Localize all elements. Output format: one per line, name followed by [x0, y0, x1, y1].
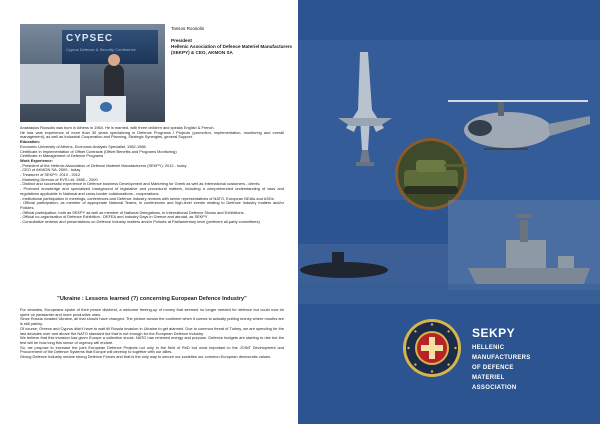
biography — [20, 126, 284, 225]
work-item: - Institutional participation in meetings, conferences and Defence Industry reviews with senior representatives of NATO, European NDIAs and ASDs. — [20, 195, 275, 201]
education-item: Certificate in Implementation of Offset Contracts (Offset Benefits and Programs Monitoring) — [20, 148, 177, 154]
bio-paragraph: Anastasios Roosolis was born in Athens in 1964. He is married, with three children and speaks English & French. — [20, 125, 215, 130]
work-item: - Marketing Director of EVS Ltd: 1988 – 2000 — [20, 176, 98, 182]
sponsor-wall — [20, 64, 80, 104]
speaker-org-line1: Hellenic Association of Defence Materiel Manufacturers — [171, 44, 293, 49]
education-heading: Education: — [20, 139, 41, 145]
brand-line: OF DEFENCE — [472, 365, 514, 371]
work-heading: Work Experience: — [20, 157, 53, 163]
work-item: - President of the Hellenic Association of Defence Materiel Manufacturers (SEKPY): 2012 - today — [20, 162, 187, 168]
brand-name: SEKPY — [472, 326, 516, 340]
podium-logo — [100, 102, 112, 112]
education-item: Economic University of Athens, Economic Analysis Specialist, 1982-1986 — [20, 143, 146, 149]
speaker-name: Tassos Roosolis — [171, 26, 205, 31]
article-paragraph: For decades, Europeans spoke of their peace dividend, a welcome freeing-up of money that seemed no longer needed for defence but could now be spent on pleasanter and more productive uses. — [20, 307, 284, 317]
seal-cross-horizontal — [421, 345, 443, 351]
work-item: - Treasurer of SEKPY: 2010 - 2012 — [20, 172, 81, 178]
work-item: - CEO of AKMON SA: 2009 - today — [20, 167, 81, 173]
speaker-head — [108, 54, 120, 66]
work-item: - Consultative reviews and presentations on Defence Industry matters and/or Policies at Parliamentary level (pertinent all-party committees) — [20, 219, 260, 225]
speaker-photo — [20, 24, 165, 122]
conference-banner-subtitle: Cyprus Defence & Security Conference — [66, 47, 136, 52]
education-item: Certificate in Management of Defence Programs — [20, 153, 104, 159]
article-paragraph: We believe that this invasion has given Europe a collective shock. NATO has renewed energy and purpose. Defence budgets are starting to rise but the test will be how long this sense of urgency will endure. — [20, 335, 284, 345]
frigate-image — [448, 200, 600, 290]
sea-band — [298, 284, 600, 304]
article-paragraph: So, we propose to increase the joint European Defence Projects not only in the field of RnD but most important to the JOINT Development and Procurement of the Defence Systems that Europe will develop to together with our allies. — [20, 344, 284, 355]
article-paragraph: Since Russia invaded Ukraine, all that should have changed. The picture across the continent when it comes to actually putting money where mouths are is still patchy. — [20, 316, 284, 327]
article-title: "Ukraine : Lessons learned (?) concerning European Defence Industry" — [57, 296, 247, 302]
work-item: - Official participation, both as SEKPY as well as member of National Delegations, in International Defence Shows and Exhibitions. — [20, 209, 245, 215]
brand-line: MANUFACTURERS — [472, 355, 531, 361]
speaker-role: President — [171, 38, 192, 43]
brand-full-name — [472, 343, 531, 393]
submarine-image — [298, 244, 448, 284]
sekpy-seal-logo — [402, 318, 462, 378]
left-page — [0, 0, 298, 424]
article-paragraph: Of course, Greece and Cyprus didn't have to wait till Russia invasion in Ukraine to get alarmed. Due to common threat of Turkey, we are spending for the last decades over and above the NATO standard but that is not enough for the European Defence Industry. — [20, 325, 284, 336]
work-item: - Distinct and successful experience in Defence business Development and Marketing for Greek as well as International customers - clients. — [20, 181, 261, 187]
conference-banner-text: CYPSEC — [66, 33, 114, 44]
work-item: - Official co-organization of Defence Exhibition - DEFEA and Industry Days in Greece and abroad, as SEKPY — [20, 214, 208, 220]
speaker-org-line2: (SEKPY) & CEO, AKMON SA — [171, 50, 233, 55]
speaker-info — [171, 26, 296, 56]
work-item: - Profound knowledge and specialized background of legislative and procedural matters, including a comprehended understanding of laws and regulations applicable in National and cross-border collaborations - cooperations. — [20, 186, 284, 196]
brand-line: MATERIEL — [472, 375, 505, 381]
brand-line: ASSOCIATION — [472, 385, 517, 391]
article-body — [20, 308, 284, 360]
brand-line: HELLENIC — [472, 345, 505, 351]
article-paragraph: Strong Defence Industry means strong Defence Forces and that is the only way to secure our societies our common European democratic values. — [20, 354, 272, 360]
work-item: - Official participation, as member of appropriate National Teams, in conferences and high-level events relating to Defence Industry matters and/or Policies. — [20, 200, 284, 210]
bio-paragraph: He has vast experience of more than 30 years specializing in Defence Programs / Projects (promotion, implementation, monitoring and overall management), as well as Industrial Cooperation and Planning, Strategic Synergies, general Support. — [20, 129, 284, 140]
